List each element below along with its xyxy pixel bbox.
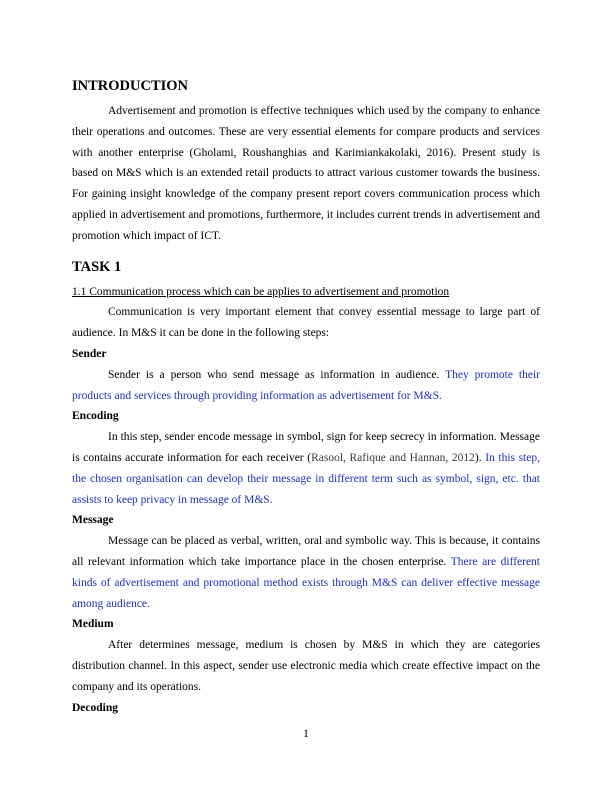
message-paragraph [72,531,540,614]
encoding-text-highlight: In this step, the chosen organisation can develop their message in different term such as symbol, sign, etc. that assists to keep privacy in message of M&S. [72,451,540,506]
encoding-citation: Rasool, Rafique and Hannan, 2012 [311,451,475,464]
encoding-paragraph [72,427,540,510]
intro-heading: INTRODUCTION [72,78,189,94]
sender-heading: Sender [72,347,107,360]
task1-heading: TASK 1 [72,258,122,275]
decoding-heading: Decoding [72,701,118,714]
message-heading: Message [72,514,114,527]
intro-paragraph: Advertisement and promotion is effective techniques which used by the company to enhance their operations and outcomes. These are very essential elements for compare products and services with another enterprise (Gholami, Roushanghias and Karimiankakolaki, 2016). Present study is based on M&S which is an extended retail products to attract various customer towards the business. For gaining insight knowledge of the company present report covers communication process which applied in advertisement and promotions, furthermore, it includes current trends in advertisement and promotion which impact of ICT. [72,105,540,242]
sender-paragraph [72,365,540,407]
encoding-text: In this step, sender encode message in symbol, sign for keep secrecy in information. Message is contains accurate information for each receiver ( [72,431,540,464]
sender-text: Sender is a person who send message as information in audience. [108,368,446,381]
task1-intro: Communication is very important element that convey essential message to large part of audience. In M&S it can be done in the following steps: [72,306,540,340]
medium-heading: Medium [72,618,114,631]
document-page [72,76,540,718]
message-text: Message can be placed as verbal, written, oral and symbolic way. This is because, it contains all relevant information which take importance place in the chosen enterprise. [72,535,540,568]
message-text-highlight: There are different kinds of advertisement and promotional method exists through M&S can deliver effective message among audience. [72,555,541,610]
page-number: 1 [303,728,309,740]
task1-subheading: 1.1 Communication process which can be applies to advertisement and promotion [72,285,450,298]
sender-text-highlight: They promote their products and services through providing information as advertisement for M&S. [72,368,540,402]
encoding-text-after: ). [474,451,486,464]
medium-paragraph: After determines message, medium is chosen by M&S in which they are categories distribution channel. In this aspect, sender use electronic media which create effective impact on the company and its operations. [72,639,540,693]
encoding-heading: Encoding [72,410,119,423]
